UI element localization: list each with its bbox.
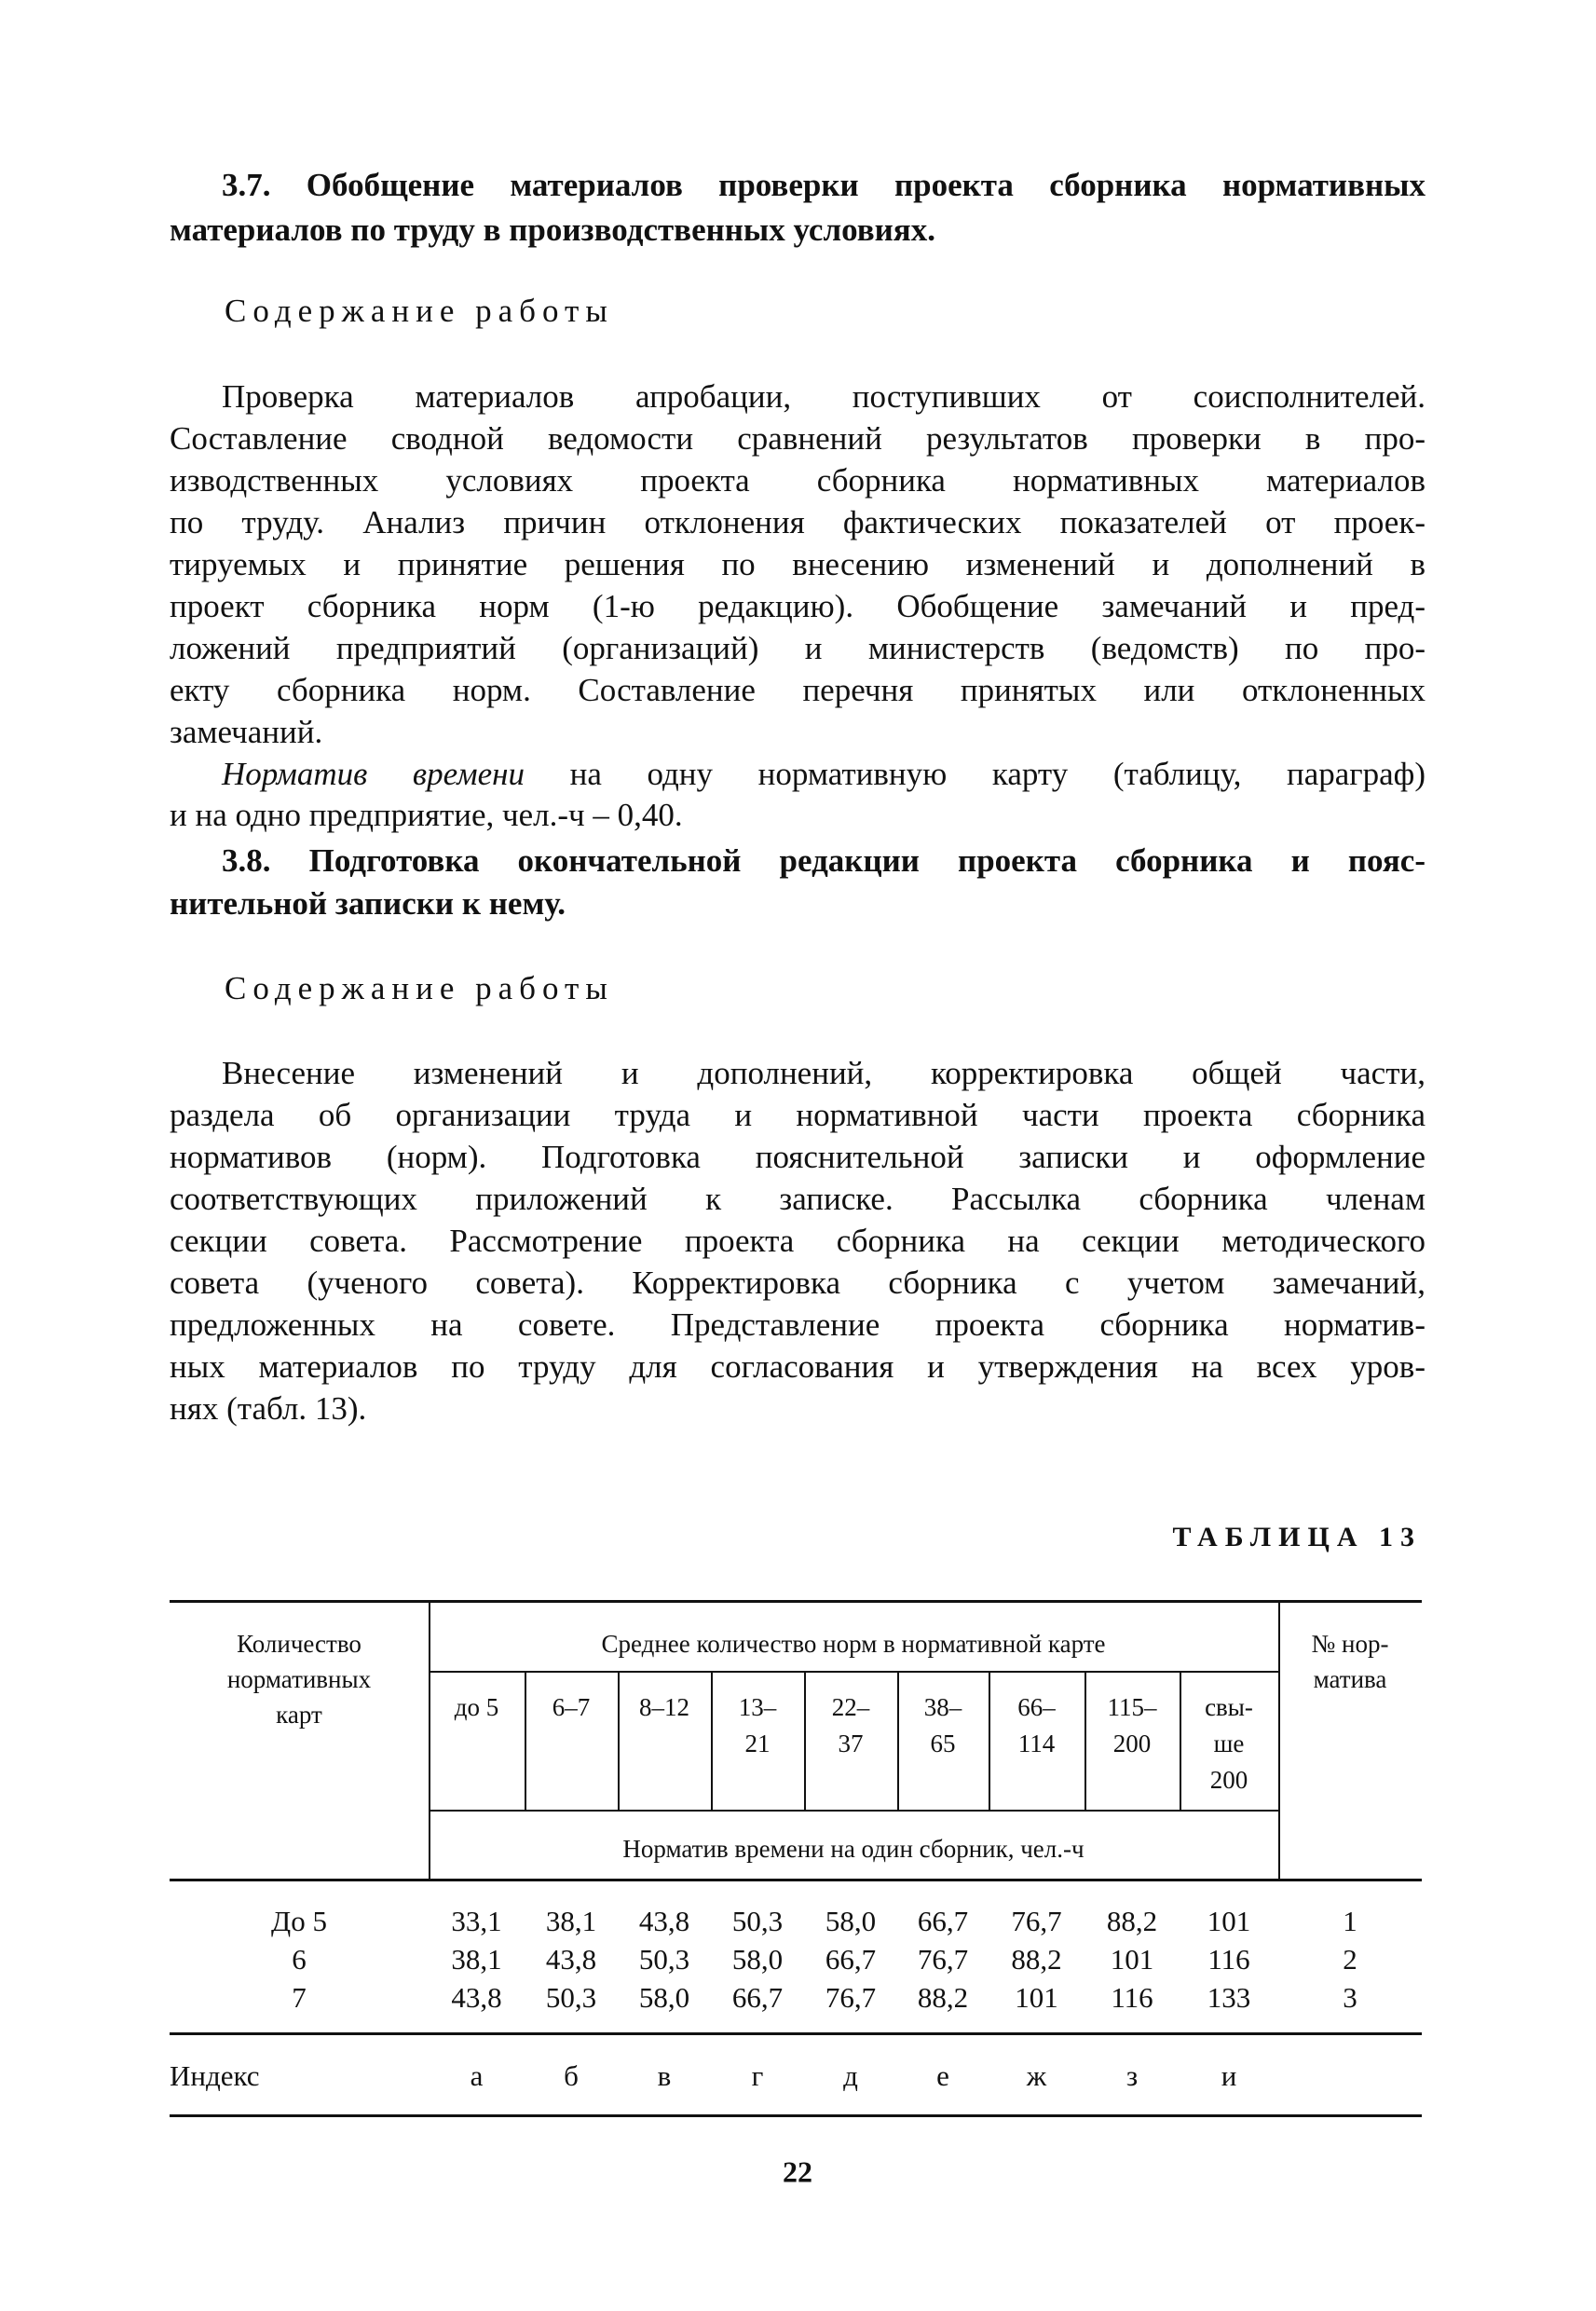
- table-caption: ТАБЛИЦА 13: [1172, 1522, 1422, 1552]
- paragraph-line: проект сборника норм (1-ю редакцию). Обобщение замечаний и пред-: [170, 588, 1425, 624]
- norm-label: Норматив времени: [222, 756, 525, 792]
- table-rule: [170, 1600, 1422, 1603]
- table-column-divider: [1084, 1671, 1086, 1811]
- sub-header: ше: [1213, 1730, 1245, 1757]
- column-header-count: Количество: [237, 1630, 361, 1658]
- table-cell: 50,3: [731, 1905, 784, 1937]
- sub-header: 66–: [1017, 1693, 1056, 1721]
- section-heading-line: нительной записки к нему.: [170, 885, 566, 922]
- page-number: 22: [783, 2154, 812, 2189]
- paragraph-line: Составление сводной ведомости сравнений результатов проверки в про-: [170, 420, 1425, 457]
- norm-line: и на одно предприятие, чел.-ч – 0,40.: [170, 797, 683, 833]
- paragraph-line: совета (ученого совета). Корректировка сборника с учетом замечаний,: [170, 1265, 1425, 1301]
- index-value: ж: [1026, 2059, 1047, 2092]
- table-column-divider: [525, 1671, 526, 1811]
- row-number: 3: [1343, 1981, 1357, 2014]
- column-header-count: карт: [276, 1701, 322, 1729]
- table-cell: 43,8: [545, 1943, 597, 1976]
- table-cell: 101: [1207, 1905, 1251, 1937]
- subheading: Содержание работы: [225, 970, 614, 1006]
- table-column-divider: [1180, 1671, 1181, 1811]
- norm-text: на одну нормативную карту (таблицу, параграф): [525, 756, 1425, 792]
- table-cell: 88,2: [917, 1981, 969, 2014]
- table-column-divider: [711, 1671, 713, 1811]
- row-label: 6: [292, 1943, 307, 1976]
- row-label: До 5: [271, 1905, 327, 1937]
- column-header-count: нормативных: [226, 1665, 372, 1693]
- row-number: 1: [1343, 1905, 1357, 1937]
- paragraph-line: по труду. Анализ причин отклонения фактических показателей от проек-: [170, 504, 1425, 540]
- paragraph-line: секции совета. Рассмотрение проекта сборника на секции методического: [170, 1223, 1425, 1259]
- table-column-divider: [1278, 1600, 1280, 1880]
- paragraph-line: тируемых и принятие решения по внесению изменений и дополнений в: [170, 546, 1425, 582]
- table-column-divider: [618, 1671, 620, 1811]
- sub-header: 115–: [1107, 1693, 1157, 1721]
- sub-header: 13–: [738, 1693, 777, 1721]
- paragraph-line: нормативов (норм). Подготовка пояснительной записки и оформление: [170, 1139, 1425, 1175]
- table-cell: 33,1: [451, 1905, 502, 1937]
- table-cell: 76,7: [917, 1943, 969, 1976]
- sub-header: 8–12: [639, 1693, 689, 1721]
- column-header-number: № нор-: [1311, 1630, 1389, 1658]
- table-rule: [170, 2114, 1422, 2117]
- index-label: Индекс: [170, 2059, 260, 2092]
- index-value: г: [751, 2059, 764, 2092]
- paragraph-line: соответствующих приложений к записке. Рассылка сборника членам: [170, 1181, 1425, 1217]
- section-heading-line: 3.8. Подготовка окончательной редакции проекта сборника и пояс-: [222, 842, 1425, 879]
- paragraph-line: предложенных на совете. Представление проекта сборника норматив-: [170, 1306, 1425, 1343]
- table-cell: 43,8: [451, 1981, 502, 2014]
- index-value: б: [564, 2059, 579, 2092]
- sub-header: 114: [1017, 1730, 1056, 1757]
- row-number: 2: [1343, 1943, 1357, 1976]
- table-cell: 58,0: [731, 1943, 784, 1976]
- index-value: е: [936, 2059, 949, 2092]
- sub-header: 38–: [923, 1693, 962, 1721]
- index-value: и: [1221, 2059, 1237, 2092]
- group-header: Среднее количество норм в нормативной карте: [601, 1630, 1106, 1658]
- paragraph-line: ложений предприятий (организаций) и министерств (ведомств) по про-: [170, 630, 1425, 666]
- table-rule: [429, 1810, 1278, 1812]
- sub-header: 6–7: [552, 1693, 591, 1721]
- table-cell: 50,3: [638, 1943, 690, 1976]
- index-value: д: [843, 2059, 858, 2092]
- table-cell: 66,7: [731, 1981, 784, 2014]
- paragraph-line: замечаний.: [170, 714, 323, 750]
- table-rule: [170, 2032, 1422, 2035]
- table-rule: [429, 1671, 1278, 1673]
- sub-header: 22–: [831, 1693, 870, 1721]
- table-cell: 58,0: [825, 1905, 877, 1937]
- table-cell: 50,3: [545, 1981, 597, 2014]
- unit-header: Норматив времени на один сборник, чел.-ч: [622, 1835, 1084, 1863]
- row-label: 7: [292, 1981, 307, 2014]
- sub-header: свы-: [1205, 1693, 1253, 1721]
- table-cell: 43,8: [638, 1905, 690, 1937]
- table-cell: 101: [1110, 1943, 1154, 1976]
- sub-header: 200: [1209, 1766, 1248, 1794]
- table-cell: 66,7: [825, 1943, 877, 1976]
- index-value: в: [657, 2059, 672, 2092]
- table-cell: 101: [1015, 1981, 1058, 2014]
- sub-header: 21: [744, 1730, 771, 1757]
- paragraph-line: изводственных условиях проекта сборника нормативных материалов: [170, 462, 1425, 499]
- paragraph-line: ных материалов по труду для согласования и утверждения на всех уров-: [170, 1348, 1425, 1385]
- table-column-divider: [897, 1671, 899, 1811]
- column-header-number: матива: [1313, 1665, 1387, 1693]
- paragraph-line: екту сборника норм. Составление перечня принятых или отклоненных: [170, 672, 1425, 708]
- index-value: а: [470, 2059, 484, 2092]
- paragraph-line: Проверка материалов апробации, поступивших от соисполнителей.: [222, 378, 1425, 415]
- sub-header: 200: [1112, 1730, 1152, 1757]
- table-cell: 116: [1207, 1943, 1250, 1976]
- table-cell: 76,7: [1011, 1905, 1062, 1937]
- norm-line: [222, 753, 1425, 795]
- sub-header: 37: [838, 1730, 864, 1757]
- section-heading-line: 3.7. Обобщение материалов проверки проекта сборника нормативных: [222, 167, 1425, 203]
- table-cell: 116: [1111, 1981, 1153, 2014]
- sub-header: до 5: [454, 1693, 499, 1721]
- table-cell: 38,1: [545, 1905, 597, 1937]
- table-cell: 76,7: [825, 1981, 877, 2014]
- paragraph-line: раздела об организации труда и нормативной части проекта сборника: [170, 1097, 1425, 1133]
- subheading: Содержание работы: [225, 293, 614, 329]
- paragraph-line: Внесение изменений и дополнений, корректировка общей части,: [222, 1055, 1425, 1091]
- sub-header: 65: [930, 1730, 956, 1757]
- table-cell: 66,7: [917, 1905, 969, 1937]
- table-column-divider: [429, 1600, 430, 1880]
- table-column-divider: [989, 1671, 990, 1811]
- table-cell: 133: [1207, 1981, 1251, 2014]
- section-heading-line: материалов по труду в производственных условиях.: [170, 212, 935, 248]
- table-rule: [170, 1879, 1422, 1881]
- table-column-divider: [804, 1671, 806, 1811]
- table-cell: 88,2: [1106, 1905, 1158, 1937]
- table-cell: 38,1: [451, 1943, 502, 1976]
- table-cell: 88,2: [1011, 1943, 1062, 1976]
- paragraph-line: нях (табл. 13).: [170, 1390, 367, 1427]
- table-cell: 58,0: [638, 1981, 690, 2014]
- index-value: з: [1125, 2059, 1139, 2092]
